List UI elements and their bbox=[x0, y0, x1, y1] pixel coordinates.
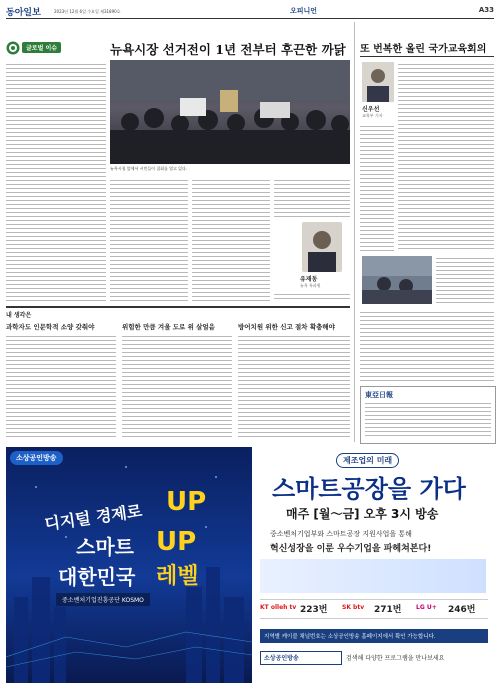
section-title: 오피니언 bbox=[290, 7, 318, 15]
ad-photo-strip bbox=[260, 559, 486, 593]
ad-up-2: UP bbox=[156, 527, 197, 557]
ad-footer-2: 검색해 다양한 프로그램을 만나보세요 bbox=[346, 655, 445, 662]
letter-body-2 bbox=[122, 334, 232, 438]
letter-headline-3: 방어치원 위한 신고 절차 확충해야 bbox=[238, 323, 335, 331]
ad-footer-bar bbox=[260, 629, 488, 643]
dateline: 2023년 12월 6일 수요일 제31890호 bbox=[54, 9, 121, 14]
advertisement-left bbox=[6, 447, 252, 683]
column-label-icon bbox=[6, 40, 20, 59]
channel-1-name: KT olleh tv bbox=[260, 604, 297, 611]
article-headline: 뉴욕시장 선거전이 1년 전부터 후끈한 까닭 bbox=[110, 42, 346, 57]
ad-footer-1: 지역별 케이블 채널번호는 소상공인방송 홈페이지에서 확인 가능합니다. bbox=[264, 634, 436, 640]
ad-line-1: 디지털 경제로 bbox=[43, 501, 144, 534]
column-divider bbox=[354, 22, 355, 442]
channel-3-name: LG U+ bbox=[416, 604, 437, 611]
ad-title: 스마트공장을 가다 bbox=[272, 475, 466, 503]
article-body-col3 bbox=[192, 178, 270, 302]
letter-headline-2: 위험한 만큼 겨울 도로 위 살얼음 bbox=[122, 323, 215, 331]
author-photo bbox=[302, 222, 342, 272]
ad-up-3: 레벨 bbox=[156, 564, 199, 589]
publisher-logo: 東亞日報 bbox=[365, 390, 393, 399]
publisher-info bbox=[365, 401, 491, 439]
channel-logo: 소상공인방송 bbox=[10, 451, 63, 465]
right-body-col2 bbox=[360, 310, 494, 382]
right-headline: 또 번복한 올린 국가교육회의 bbox=[360, 44, 487, 55]
page-number: A33 bbox=[478, 6, 494, 14]
article-body-col1 bbox=[6, 62, 106, 304]
channel-2-name: SK btv bbox=[342, 604, 365, 611]
article-body-end bbox=[274, 292, 350, 302]
ad-search-row bbox=[260, 649, 488, 665]
right-article-photo bbox=[362, 256, 432, 304]
author-title: 뉴욕 특파원 bbox=[300, 283, 321, 288]
right-author-photo bbox=[362, 62, 394, 102]
right-body-col0 bbox=[360, 124, 394, 252]
photo-caption: 뉴욕시청 앞에서 시민들이 집회를 열고 있다. bbox=[110, 166, 188, 171]
right-author-name: 신우선 bbox=[362, 106, 380, 113]
newspaper-logo: 동아일보 bbox=[6, 8, 41, 18]
ad-desc-1: 중소벤처기업부와 스마트공장 지원사업을 통해 bbox=[270, 530, 412, 538]
channel-1-number: 223번 bbox=[300, 605, 328, 615]
ad-schedule: 매주 [월～금] 오후 3시 방송 bbox=[286, 507, 439, 521]
article-photo bbox=[110, 60, 350, 164]
right-body-col1 bbox=[398, 62, 494, 252]
channel-3-number: 246번 bbox=[448, 605, 476, 615]
channel-2-number: 271번 bbox=[374, 605, 402, 615]
page-header bbox=[6, 4, 494, 19]
ad-line-2: 스마트 bbox=[76, 535, 134, 559]
author-name: 유재동 bbox=[300, 276, 318, 283]
article-body-col4 bbox=[274, 178, 350, 218]
publisher-box bbox=[360, 386, 496, 444]
letter-headline-1: 과학자도 인문학적 소양 갖춰야 bbox=[6, 323, 95, 331]
letter-body-1 bbox=[6, 334, 116, 438]
letter-body-3 bbox=[238, 334, 350, 438]
ad-line-3: 대한민국 bbox=[58, 565, 136, 589]
ad-up-1: UP bbox=[166, 487, 207, 517]
right-author-title: 교육부 기자 bbox=[362, 113, 383, 118]
letters-section-title: 내 생각은 bbox=[6, 312, 32, 319]
ad-desc-2: 혁신성장을 이룬 우수기업을 파헤쳐본다! bbox=[270, 544, 432, 554]
ad-tag: 제조업의 미래 bbox=[336, 453, 399, 468]
advertisement-right bbox=[252, 447, 494, 683]
right-photo-caption bbox=[436, 256, 494, 304]
channel-row bbox=[260, 599, 488, 619]
headline-rule bbox=[360, 56, 494, 57]
article-body-col2 bbox=[110, 178, 188, 302]
search-box-text: 소상공인방송 bbox=[264, 655, 299, 662]
ad-sponsor: 중소벤처기업진흥공단 KOSMO bbox=[56, 593, 150, 606]
column-label: 글로벌 이슈 bbox=[22, 42, 61, 53]
section-rule bbox=[6, 306, 350, 308]
